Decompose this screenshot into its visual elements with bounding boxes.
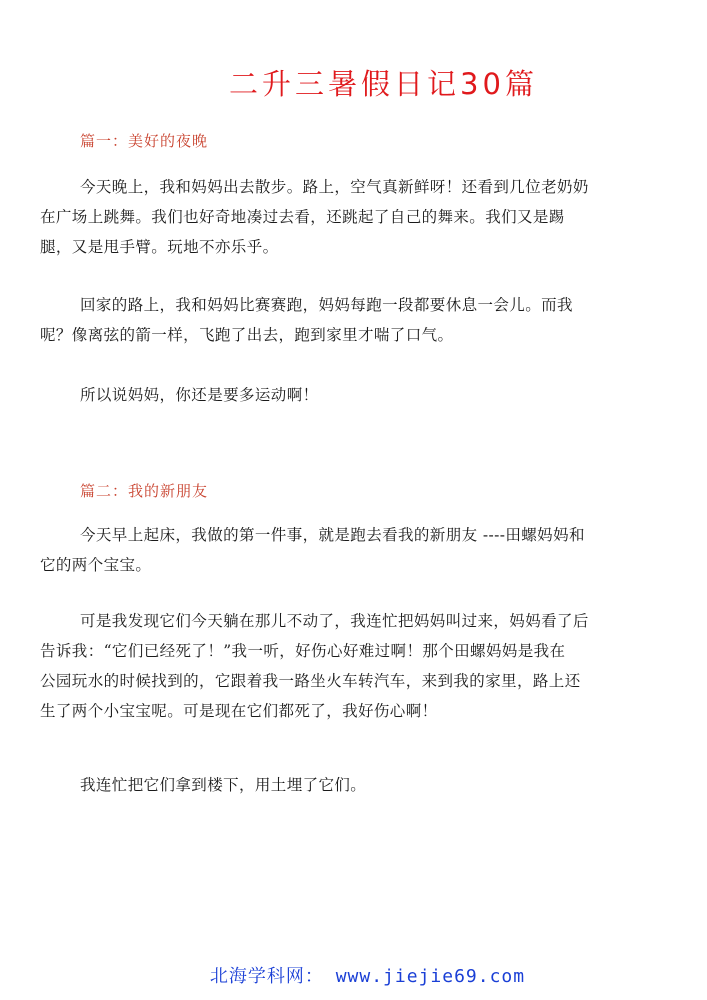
text-line: 我连忙把它们拿到楼下，用土埋了它们。 (80, 776, 367, 794)
paragraph-1-2 (40, 290, 660, 350)
paragraph-1-1 (40, 172, 660, 262)
text-line: 呢？像离弦的箭一样，飞跑了出去，跑到家里才喘了口气。 (40, 326, 454, 344)
footer-watermark: 北海学科网： www.jiejie69.com (209, 966, 526, 987)
text-line: 所以说妈妈，你还是要多运动啊！ (80, 386, 319, 404)
text-line: 公园玩水的时候找到的，它跟着我一路坐火车转汽车，来到我的家里，路上还 (40, 672, 581, 690)
text-line: 它的两个宝宝。 (40, 556, 152, 574)
text-line: 告诉我：“它们已经死了！”我一听，好伤心好难过啊！那个田螺妈妈是我在 (40, 642, 566, 660)
text-line: 可是我发现它们今天躺在那儿不动了，我连忙把妈妈叫过来，妈妈看了后 (80, 612, 589, 630)
text-line: 今天晚上，我和妈妈出去散步。路上，空气真新鲜呀！还看到几位老奶奶 (80, 178, 589, 196)
paragraph-1-3 (80, 380, 660, 410)
text-line: 回家的路上，我和妈妈比赛赛跑，妈妈每跑一段都要休息一会儿。而我 (80, 296, 573, 314)
paragraph-2-1 (40, 520, 660, 580)
text-line: 生了两个小宝宝呢。可是现在它们都死了，我好伤心啊！ (40, 702, 438, 720)
text-line: 腿，又是甩手臂。玩地不亦乐乎。 (40, 238, 279, 256)
section-heading-1: 篇一：美好的夜晚 (80, 132, 209, 150)
paragraph-2-2 (40, 606, 660, 726)
page-title: 二升三暑假日记30篇 (229, 67, 538, 101)
paragraph-2-3 (80, 770, 660, 800)
section-heading-2: 篇二：我的新朋友 (80, 482, 209, 500)
text-line: 今天早上起床，我做的第一件事，就是跑去看我的新朋友 ----田螺妈妈和 (80, 526, 585, 544)
text-line: 在广场上跳舞。我们也好奇地凑过去看，还跳起了自己的舞来。我们又是踢 (40, 208, 565, 226)
